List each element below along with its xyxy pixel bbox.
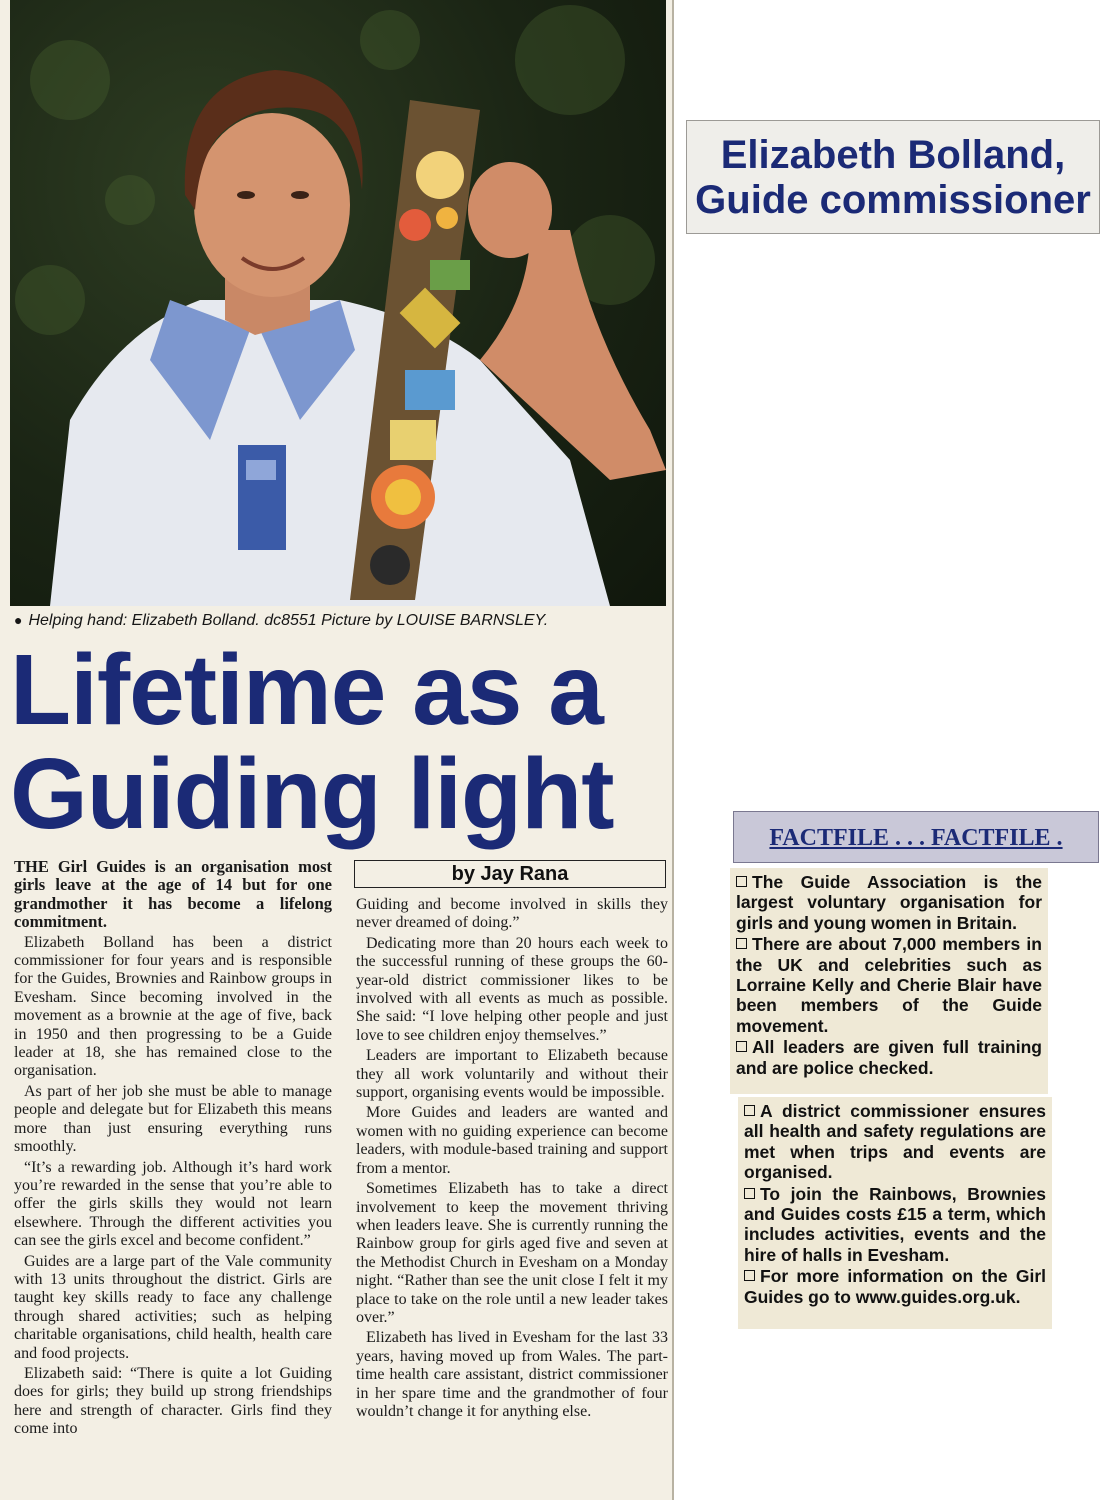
article-intro: THE Girl Guides is an organisation most girls leave at the age of 14 but for one grandmother it has become a lifelong commitment. xyxy=(14,857,332,932)
article-column-2 xyxy=(356,896,668,1423)
factfile-item xyxy=(736,934,1042,1036)
headline-line-2: Guiding light xyxy=(10,738,614,850)
article-paragraph: Guiding and become involved in skills they never dreamed of doing.” xyxy=(356,896,668,932)
factfile-item-text: The Guide Association is the largest voluntary organisation for girls and young women in Britain. xyxy=(736,872,1042,933)
factfile-box-2 xyxy=(738,1097,1052,1329)
article-paragraph: More Guides and leaders are wanted and women with no guiding experience can become leaders, with module-based training and support from a mentor. xyxy=(356,1104,668,1177)
checkbox-square-icon xyxy=(736,1041,747,1052)
article-column-1 xyxy=(14,858,332,1441)
factfile-item-text: A district commissioner ensures all health and safety regulations are met when trips and events are organised. xyxy=(744,1101,1046,1183)
headline xyxy=(10,634,670,850)
article-paragraph: Sometimes Elizabeth has to take a direct involvement to keep the movement thriving when leaders leave. She is currently running the Rainbow group for girls aged five and seven at the Methodist Church in Evesham on a Monday night. “Rather than see the unit close I felt it my place to take on the role until a new leader takes over.” xyxy=(356,1180,668,1326)
article-paragraph: Elizabeth Bolland has been a district commissioner for four years and is responsible for the Guides, Brownies and Rainbow groups in Evesham. Since becoming involved in the movement as a brownie at the age of five, back in 1950 and then progressing to be a Guide leader at 18, she has remained close to the organisation. xyxy=(14,933,332,1080)
article-paragraph: Dedicating more than 20 hours each week to the successful running of these groups the 60-year-old district commissioner likes to be involved with all events as much as possible. She said: “I love helping other people and just love to see children enjoy themselves.” xyxy=(356,934,668,1044)
article-paragraph: As part of her job she must be able to manage people and delegate but for Elizabeth this means more than just ensuring everything runs smoothly. xyxy=(14,1082,332,1156)
article-paragraph: Elizabeth said: “There is quite a lot Guiding does for girls; they build up strong friendships here and strength of character. Girls find they come into xyxy=(14,1364,332,1438)
article-paragraph: Leaders are important to Elizabeth because they all work voluntarily and without their support, organising events would be impossible. xyxy=(356,1047,668,1102)
factfile-item xyxy=(744,1266,1046,1307)
checkbox-square-icon xyxy=(744,1188,755,1199)
checkbox-square-icon xyxy=(736,876,747,887)
factfile-item-text: To join the Rainbows, Brownies and Guides costs £15 a term, which includes activities, events and the hire of halls in Evesham. xyxy=(744,1183,1046,1265)
photo-elizabeth-bolland xyxy=(10,0,666,606)
factfile-item-text: For more information on the Girl Guides go to www.guides.org.uk. xyxy=(744,1266,1046,1307)
factfile-item xyxy=(736,1037,1042,1078)
factfile-item-text: There are about 7,000 members in the UK and celebrities such as Lorraine Kelly and Cherie Blair have been members of the Guide movement. xyxy=(736,934,1042,1036)
article-paragraph: Guides are a large part of the Vale community with 13 units throughout the district. Girls are taught key skills ready to face any challenge through shared activities; such as helping charitable organisations, child health, health care and food projects. xyxy=(14,1252,332,1362)
factfile-item xyxy=(744,1184,1046,1266)
factfile-item-text: All leaders are given full training and are police checked. xyxy=(736,1037,1042,1078)
checkbox-square-icon xyxy=(744,1270,755,1281)
photo-caption xyxy=(14,612,664,630)
side-title-line-2: Guide commissioner xyxy=(695,178,1091,222)
factfile-header: FACTFILE . . . FACTFILE . xyxy=(733,811,1099,863)
byline: by Jay Rana xyxy=(354,860,666,888)
caption-bullet: ● xyxy=(14,612,23,628)
caption-text: Helping hand: Elizabeth Bolland. dc8551 Picture by LOUISE BARNSLEY. xyxy=(28,612,549,629)
factfile-item xyxy=(744,1101,1046,1183)
portrait-illustration xyxy=(10,0,666,606)
side-title-line-1: Elizabeth Bolland, xyxy=(720,133,1066,177)
headline-line-1: Lifetime as a xyxy=(10,634,603,746)
article-paragraph: Elizabeth has lived in Evesham for the last 33 years, having moved up from Wales. The part-time health care assistant, district commissioner in her spare time and the grandmother of four wouldn’t change it for anything else. xyxy=(356,1329,668,1420)
checkbox-square-icon xyxy=(736,938,747,949)
checkbox-square-icon xyxy=(744,1105,755,1116)
factfile-item xyxy=(736,872,1042,933)
article-paragraph: “It’s a rewarding job. Although it’s hard work you’re rewarded in the sense that you’re able to offer the girls skills they would not learn elsewhere. Through the different activities you can see the girls excel and become confident.” xyxy=(14,1158,332,1250)
side-title-box xyxy=(686,120,1100,234)
factfile-box-1 xyxy=(730,868,1048,1094)
